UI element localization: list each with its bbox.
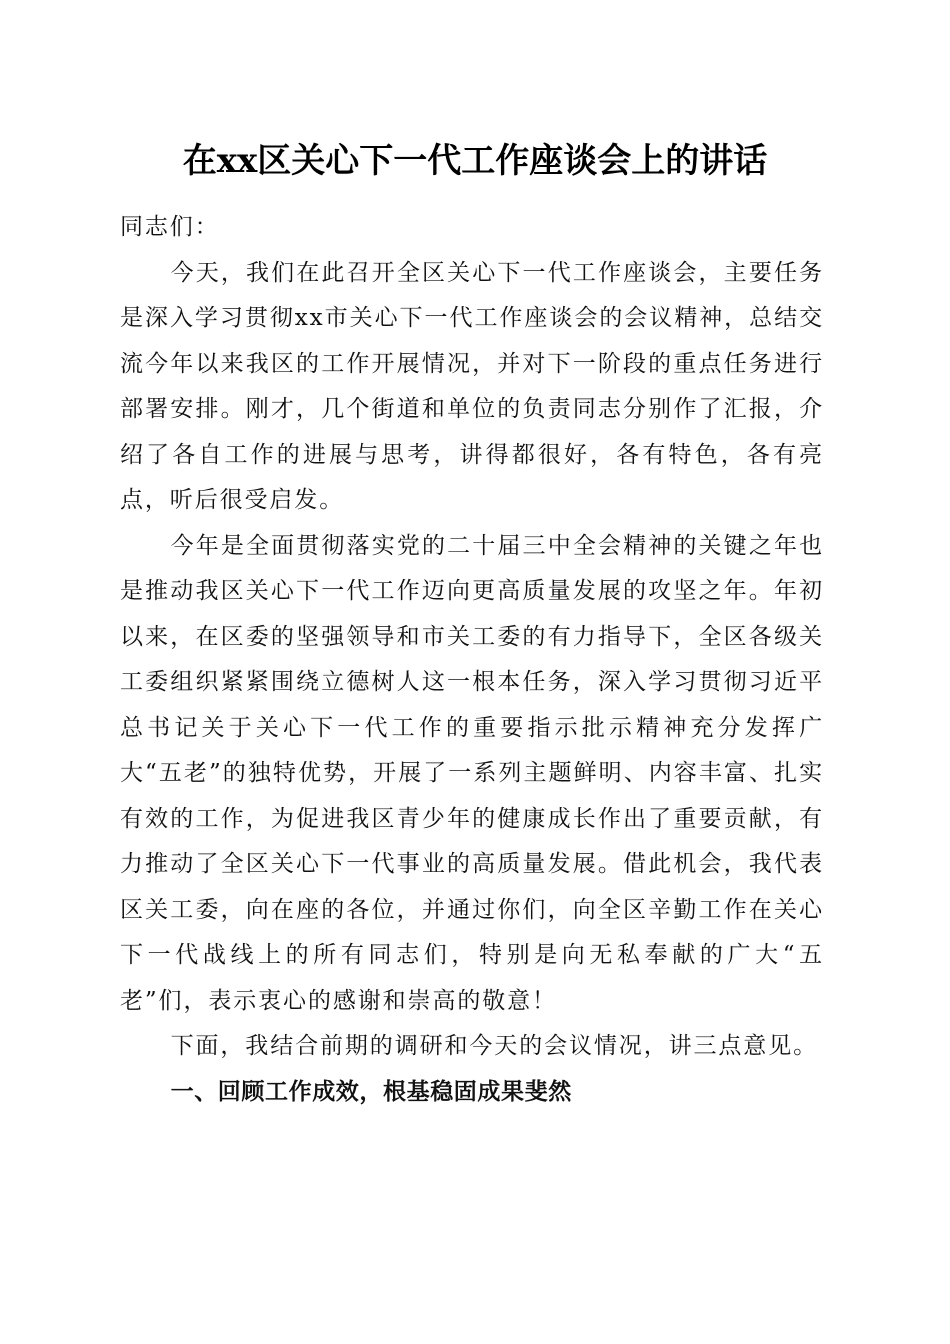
document-body bbox=[120, 205, 824, 1115]
section-heading: 一、回顾工作成效，根基稳固成果斐然 bbox=[170, 1078, 572, 1105]
paragraph-opening: 今天，我们在此召开全区关心下一代工作座谈会，主要任务是深入学习贯彻xx市关心下一代工作座谈会的会议精神，总结交流今年以来我区的工作开展情况，并对下一阶段的重点任务进行部署安排。刚才，几个街道和单位的负责同志分别作了汇报，介绍了各自工作的进展与思考，讲得都很好，各有特色，各有亮点，听后很受启发。 bbox=[120, 259, 824, 513]
paragraph-transition: 下面，我结合前期的调研和今天的会议情况，讲三点意见。 bbox=[170, 1033, 818, 1059]
salutation: 同志们： bbox=[120, 214, 220, 240]
document-title: 在xx区关心下一代工作座谈会上的讲话 bbox=[182, 141, 768, 181]
paragraph-review: 今年是全面贯彻落实党的二十届三中全会精神的关键之年也是推动我区关心下一代工作迈向更高质量发展的攻坚之年。年初以来，在区委的坚强领导和市关工委的有力指导下，全区各级关工委组织紧紧围绕立德树人这一根本任务，深入学习贯彻习近平总书记关于关心下一代工作的重要指示批示精神充分发挥广大“五老”的独特优势，开展了一系列主题鲜明、内容丰富、扎实有效的工作，为促进我区青少年的健康成长作出了重要贡献，有力推动了全区关心下一代事业的高质量发展。借此机会，我代表区关工委，向在座的各位，并通过你们，向全区辛勤工作在关心下一代战线上的所有同志们，特别是向无私奉献的广大“五老”们，表示衷心的感谢和崇高的敬意！ bbox=[120, 532, 824, 1014]
